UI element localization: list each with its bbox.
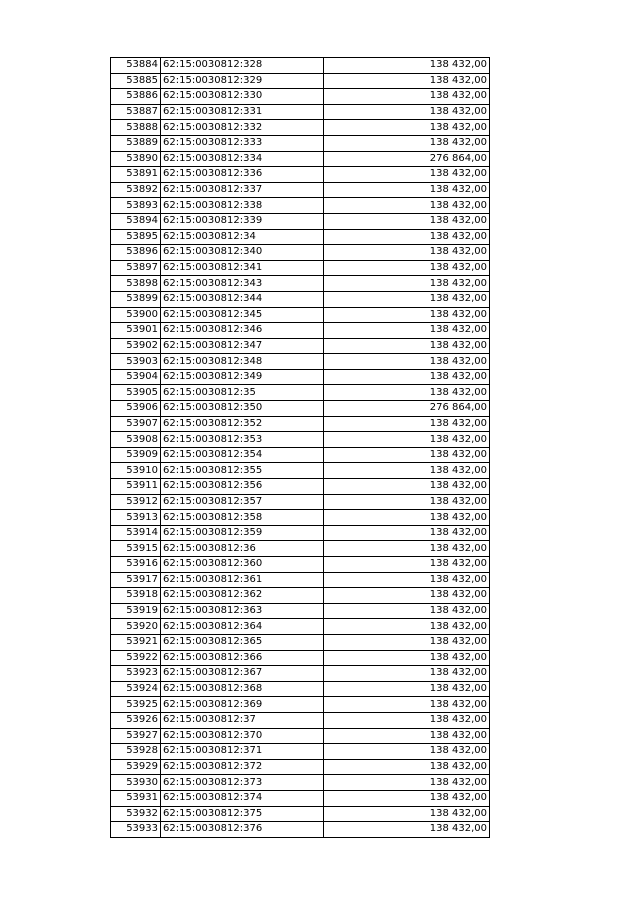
table-row [111, 198, 490, 214]
cadastral-value: 138 432,00 [324, 276, 490, 292]
table-row [111, 681, 490, 697]
table-row [111, 385, 490, 401]
cadastral-number: 62:15:0030812:373 [161, 775, 324, 791]
table-row [111, 557, 490, 573]
cadastral-value: 138 432,00 [324, 525, 490, 541]
cadastral-number: 62:15:0030812:347 [161, 338, 324, 354]
cadastral-value: 138 432,00 [324, 338, 490, 354]
row-number: 53922 [111, 650, 161, 666]
row-number: 53920 [111, 619, 161, 635]
cadastral-number: 62:15:0030812:369 [161, 697, 324, 713]
cadastral-value: 138 432,00 [324, 510, 490, 526]
cadastral-value: 138 432,00 [324, 790, 490, 806]
row-number: 53927 [111, 728, 161, 744]
table-row [111, 291, 490, 307]
row-number: 53929 [111, 759, 161, 775]
table-row [111, 666, 490, 682]
row-number: 53901 [111, 323, 161, 339]
cadastral-value: 138 432,00 [324, 822, 490, 838]
row-number: 53905 [111, 385, 161, 401]
cadastral-value: 138 432,00 [324, 120, 490, 136]
cadastral-value: 138 432,00 [324, 213, 490, 229]
table-row [111, 634, 490, 650]
row-number: 53921 [111, 634, 161, 650]
row-number: 53932 [111, 806, 161, 822]
cadastral-number: 62:15:0030812:361 [161, 572, 324, 588]
table-row [111, 775, 490, 791]
cadastral-number: 62:15:0030812:353 [161, 432, 324, 448]
cadastral-value: 138 432,00 [324, 759, 490, 775]
cadastral-number: 62:15:0030812:341 [161, 260, 324, 276]
cadastral-value: 138 432,00 [324, 369, 490, 385]
cadastral-value: 276 864,00 [324, 401, 490, 417]
table-row [111, 89, 490, 105]
cadastral-number: 62:15:0030812:344 [161, 291, 324, 307]
cadastral-value: 138 432,00 [324, 541, 490, 557]
cadastral-value: 138 432,00 [324, 806, 490, 822]
table-row [111, 759, 490, 775]
row-number: 53925 [111, 697, 161, 713]
cadastral-number: 62:15:0030812:364 [161, 619, 324, 635]
row-number: 53913 [111, 510, 161, 526]
table-row [111, 510, 490, 526]
cadastral-value: 138 432,00 [324, 775, 490, 791]
cadastral-value: 138 432,00 [324, 479, 490, 495]
row-number: 53896 [111, 245, 161, 261]
cadastral-number: 62:15:0030812:358 [161, 510, 324, 526]
cadastral-value: 138 432,00 [324, 666, 490, 682]
cadastral-number: 62:15:0030812:36 [161, 541, 324, 557]
cadastral-value: 138 432,00 [324, 73, 490, 89]
row-number: 53931 [111, 790, 161, 806]
cadastral-number: 62:15:0030812:363 [161, 603, 324, 619]
cadastral-number: 62:15:0030812:356 [161, 479, 324, 495]
cadastral-value: 138 432,00 [324, 135, 490, 151]
row-number: 53910 [111, 463, 161, 479]
table-row [111, 135, 490, 151]
row-number: 53898 [111, 276, 161, 292]
row-number: 53894 [111, 213, 161, 229]
cadastral-number: 62:15:0030812:348 [161, 354, 324, 370]
cadastral-number: 62:15:0030812:367 [161, 666, 324, 682]
cadastral-value: 138 432,00 [324, 104, 490, 120]
row-number: 53900 [111, 307, 161, 323]
row-number: 53924 [111, 681, 161, 697]
cadastral-number: 62:15:0030812:343 [161, 276, 324, 292]
table-row [111, 73, 490, 89]
cadastral-value: 138 432,00 [324, 557, 490, 573]
cadastral-value: 138 432,00 [324, 634, 490, 650]
cadastral-number: 62:15:0030812:354 [161, 447, 324, 463]
cadastral-number: 62:15:0030812:368 [161, 681, 324, 697]
cadastral-value: 138 432,00 [324, 744, 490, 760]
table-row [111, 728, 490, 744]
table-row [111, 697, 490, 713]
table-row [111, 182, 490, 198]
cadastral-value: 138 432,00 [324, 89, 490, 105]
table-row [111, 245, 490, 261]
row-number: 53918 [111, 588, 161, 604]
table-row [111, 260, 490, 276]
cadastral-value: 138 432,00 [324, 697, 490, 713]
table-row [111, 650, 490, 666]
table-row [111, 104, 490, 120]
row-number: 53933 [111, 822, 161, 838]
cadastral-number: 62:15:0030812:362 [161, 588, 324, 604]
cadastral-value: 138 432,00 [324, 447, 490, 463]
cadastral-value: 138 432,00 [324, 182, 490, 198]
row-number: 53890 [111, 151, 161, 167]
table-row [111, 338, 490, 354]
table-row [111, 744, 490, 760]
cadastral-number: 62:15:0030812:332 [161, 120, 324, 136]
registry-table-body [111, 58, 490, 838]
cadastral-number: 62:15:0030812:370 [161, 728, 324, 744]
row-number: 53909 [111, 447, 161, 463]
table-row [111, 806, 490, 822]
cadastral-value: 138 432,00 [324, 323, 490, 339]
table-row [111, 541, 490, 557]
table-row [111, 416, 490, 432]
cadastral-value: 138 432,00 [324, 198, 490, 214]
registry-table [110, 57, 490, 838]
table-row [111, 167, 490, 183]
table-row [111, 447, 490, 463]
cadastral-value: 138 432,00 [324, 603, 490, 619]
cadastral-value: 138 432,00 [324, 167, 490, 183]
row-number: 53893 [111, 198, 161, 214]
row-number: 53928 [111, 744, 161, 760]
cadastral-number: 62:15:0030812:337 [161, 182, 324, 198]
cadastral-number: 62:15:0030812:329 [161, 73, 324, 89]
table-row [111, 369, 490, 385]
row-number: 53911 [111, 479, 161, 495]
cadastral-number: 62:15:0030812:375 [161, 806, 324, 822]
table-row [111, 572, 490, 588]
cadastral-value: 138 432,00 [324, 291, 490, 307]
cadastral-value: 138 432,00 [324, 619, 490, 635]
cadastral-value: 138 432,00 [324, 385, 490, 401]
row-number: 53907 [111, 416, 161, 432]
row-number: 53895 [111, 229, 161, 245]
cadastral-number: 62:15:0030812:34 [161, 229, 324, 245]
table-row [111, 58, 490, 74]
cadastral-number: 62:15:0030812:330 [161, 89, 324, 105]
cadastral-value: 138 432,00 [324, 260, 490, 276]
row-number: 53886 [111, 89, 161, 105]
cadastral-value: 138 432,00 [324, 712, 490, 728]
cadastral-value: 138 432,00 [324, 728, 490, 744]
row-number: 53902 [111, 338, 161, 354]
row-number: 53888 [111, 120, 161, 136]
row-number: 53930 [111, 775, 161, 791]
cadastral-number: 62:15:0030812:35 [161, 385, 324, 401]
table-row [111, 276, 490, 292]
cadastral-number: 62:15:0030812:357 [161, 494, 324, 510]
table-row [111, 323, 490, 339]
cadastral-number: 62:15:0030812:334 [161, 151, 324, 167]
cadastral-number: 62:15:0030812:355 [161, 463, 324, 479]
cadastral-number: 62:15:0030812:37 [161, 712, 324, 728]
cadastral-number: 62:15:0030812:360 [161, 557, 324, 573]
row-number: 53916 [111, 557, 161, 573]
table-row [111, 120, 490, 136]
table-row [111, 151, 490, 167]
cadastral-number: 62:15:0030812:333 [161, 135, 324, 151]
table-row [111, 354, 490, 370]
cadastral-value: 138 432,00 [324, 432, 490, 448]
row-number: 53885 [111, 73, 161, 89]
row-number: 53906 [111, 401, 161, 417]
table-row [111, 229, 490, 245]
table-row [111, 307, 490, 323]
cadastral-value: 138 432,00 [324, 494, 490, 510]
cadastral-value: 138 432,00 [324, 572, 490, 588]
cadastral-number: 62:15:0030812:366 [161, 650, 324, 666]
table-row [111, 790, 490, 806]
cadastral-value: 138 432,00 [324, 650, 490, 666]
row-number: 53926 [111, 712, 161, 728]
cadastral-number: 62:15:0030812:359 [161, 525, 324, 541]
table-row [111, 712, 490, 728]
cadastral-number: 62:15:0030812:352 [161, 416, 324, 432]
cadastral-value: 138 432,00 [324, 681, 490, 697]
cadastral-number: 62:15:0030812:328 [161, 58, 324, 74]
table-row [111, 603, 490, 619]
cadastral-number: 62:15:0030812:372 [161, 759, 324, 775]
cadastral-value: 138 432,00 [324, 416, 490, 432]
cadastral-number: 62:15:0030812:350 [161, 401, 324, 417]
cadastral-value: 276 864,00 [324, 151, 490, 167]
row-number: 53887 [111, 104, 161, 120]
cadastral-value: 138 432,00 [324, 307, 490, 323]
cadastral-number: 62:15:0030812:376 [161, 822, 324, 838]
row-number: 53914 [111, 525, 161, 541]
row-number: 53915 [111, 541, 161, 557]
cadastral-number: 62:15:0030812:338 [161, 198, 324, 214]
cadastral-value: 138 432,00 [324, 58, 490, 74]
row-number: 53908 [111, 432, 161, 448]
cadastral-number: 62:15:0030812:365 [161, 634, 324, 650]
row-number: 53903 [111, 354, 161, 370]
cadastral-number: 62:15:0030812:339 [161, 213, 324, 229]
row-number: 53912 [111, 494, 161, 510]
cadastral-number: 62:15:0030812:340 [161, 245, 324, 261]
table-row [111, 494, 490, 510]
table-row [111, 432, 490, 448]
row-number: 53892 [111, 182, 161, 198]
table-row [111, 479, 490, 495]
table-row [111, 213, 490, 229]
table-row [111, 822, 490, 838]
row-number: 53923 [111, 666, 161, 682]
cadastral-number: 62:15:0030812:374 [161, 790, 324, 806]
row-number: 53897 [111, 260, 161, 276]
row-number: 53891 [111, 167, 161, 183]
cadastral-value: 138 432,00 [324, 354, 490, 370]
row-number: 53919 [111, 603, 161, 619]
cadastral-number: 62:15:0030812:345 [161, 307, 324, 323]
row-number: 53899 [111, 291, 161, 307]
row-number: 53904 [111, 369, 161, 385]
table-row [111, 463, 490, 479]
table-row [111, 619, 490, 635]
cadastral-number: 62:15:0030812:336 [161, 167, 324, 183]
cadastral-number: 62:15:0030812:349 [161, 369, 324, 385]
cadastral-number: 62:15:0030812:371 [161, 744, 324, 760]
cadastral-value: 138 432,00 [324, 588, 490, 604]
row-number: 53889 [111, 135, 161, 151]
row-number: 53917 [111, 572, 161, 588]
cadastral-value: 138 432,00 [324, 463, 490, 479]
table-row [111, 525, 490, 541]
table-row [111, 588, 490, 604]
table-row [111, 401, 490, 417]
cadastral-number: 62:15:0030812:346 [161, 323, 324, 339]
cadastral-number: 62:15:0030812:331 [161, 104, 324, 120]
row-number: 53884 [111, 58, 161, 74]
cadastral-value: 138 432,00 [324, 245, 490, 261]
cadastral-value: 138 432,00 [324, 229, 490, 245]
